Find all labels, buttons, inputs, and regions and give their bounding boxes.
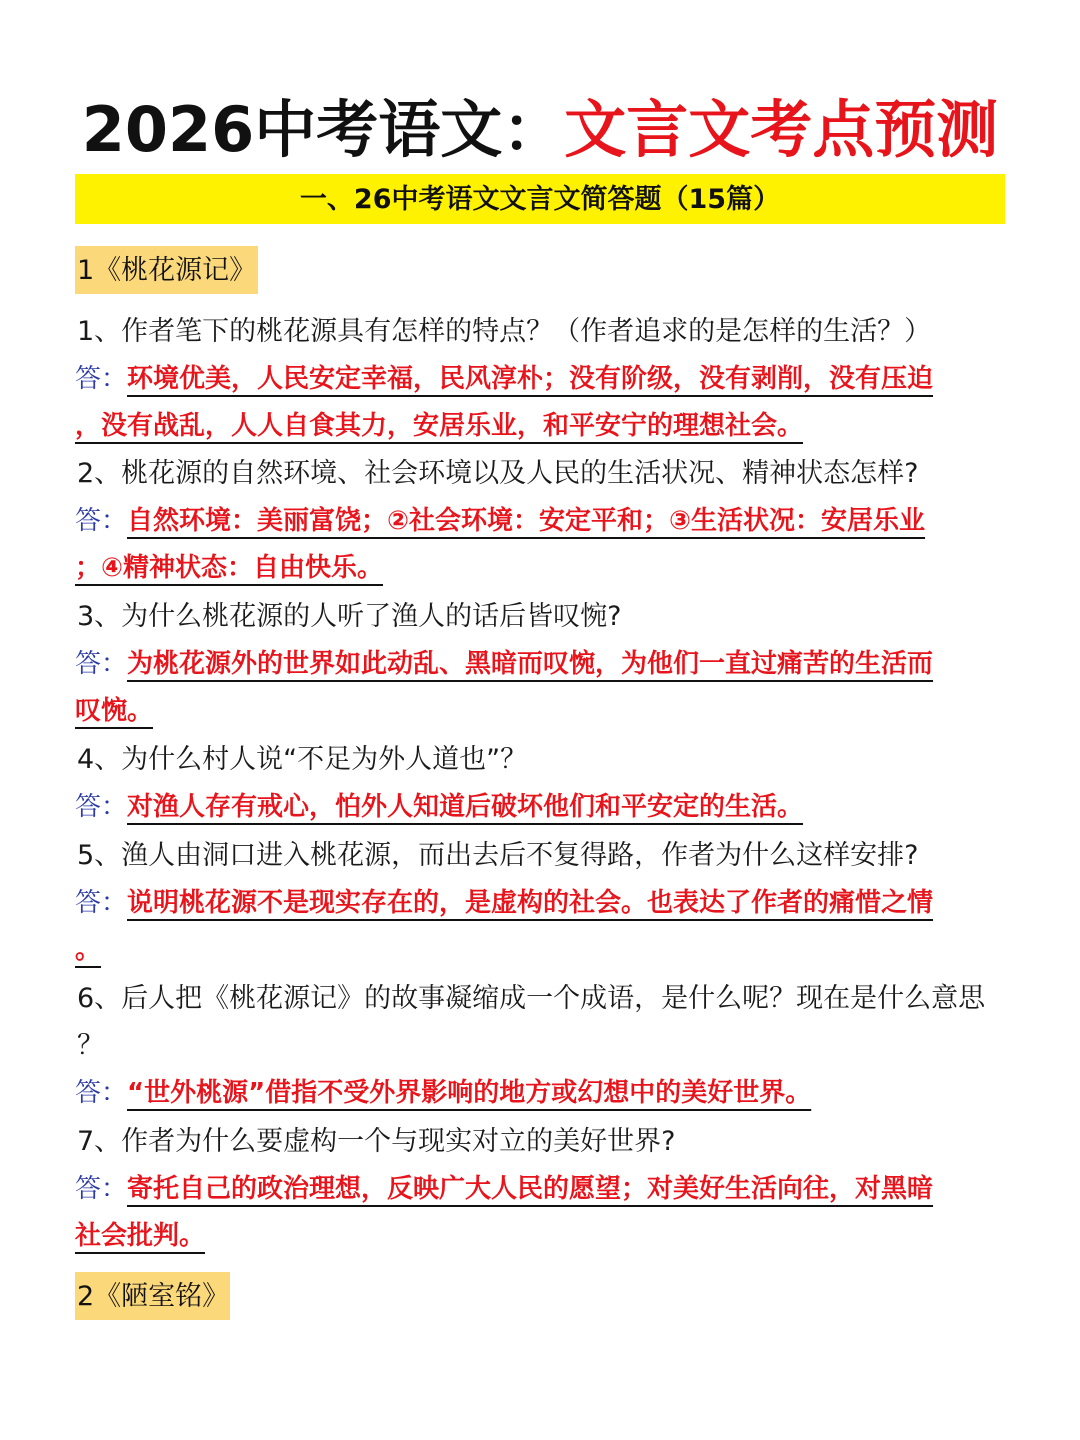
answer-3-line-2	[75, 688, 1005, 734]
answer-1-line-1	[75, 356, 1005, 402]
answer-text: 环境优美，人民安定幸福，民风淳朴；没有阶级，没有剥削，没有压迫	[127, 364, 934, 394]
answer-label: 答：	[75, 888, 128, 918]
question-2: 2、桃花源的自然环境、社会环境以及人民的生活状况、精神状态怎样?	[77, 458, 919, 489]
answer-text: 自然环境：美丽富饶；②社会环境：安定平和；③生活状况：安居乐业	[127, 506, 926, 536]
title-highlight: 文言文考点预测	[564, 93, 999, 166]
section-label-taohuayuanji: 1《桃花源记》	[75, 246, 258, 294]
section-label-loushiming: 2《陋室铭》	[75, 1272, 230, 1320]
answer-label: 答：	[75, 506, 128, 536]
answer-text: “世外桃源”借指不受外界影响的地方或幻想中的美好世界。	[127, 1078, 812, 1108]
answer-2-line-2	[75, 545, 1005, 591]
answer-text: ；④精神状态：自由快乐。	[75, 553, 384, 583]
question-6: 6、后人把《桃花源记》的故事凝缩成一个成语，是什么呢？现在是什么意思	[77, 983, 986, 1014]
question-7: 7、作者为什么要虚构一个与现实对立的美好世界?	[77, 1126, 676, 1157]
answer-label: 答：	[75, 792, 128, 822]
answer-label: 答：	[75, 1078, 128, 1108]
answer-text: ，没有战乱，人人自食其力，安居乐业，和平安宁的理想社会。	[75, 411, 804, 441]
question-4: 4、为什么村人说“不足为外人道也”？	[77, 744, 528, 775]
answer-4-line-1	[75, 784, 1005, 830]
answer-2-line-1	[75, 498, 1005, 544]
answer-label: 答：	[75, 649, 128, 679]
question-5: 5、渔人由洞口进入桃花源，而出去后不复得路，作者为什么这样安排?	[77, 840, 919, 871]
answer-6-line-1	[75, 1070, 1005, 1116]
answer-text: 寄托自己的政治理想，反映广大人民的愿望；对美好生活向往，对黑暗	[127, 1174, 934, 1204]
answer-7-line-1	[75, 1166, 1005, 1212]
answer-7-line-2	[75, 1213, 1005, 1259]
answer-1-line-2	[75, 403, 1005, 449]
answer-text: 为桃花源外的世界如此动乱、黑暗而叹惋，为他们一直过痛苦的生活而	[127, 649, 934, 679]
page-title	[0, 88, 1080, 172]
answer-5-line-2	[75, 927, 1005, 973]
answer-label: 答：	[75, 1174, 128, 1204]
question-1: 1、作者笔下的桃花源具有怎样的特点？（作者追求的是怎样的生活？）	[77, 316, 932, 347]
answer-text: 叹惋。	[75, 696, 154, 726]
answer-3-line-1	[75, 641, 1005, 687]
question-6-continued: ？	[77, 1030, 104, 1061]
title-prefix: 2026中考语文：	[81, 93, 565, 166]
question-3: 3、为什么桃花源的人听了渔人的话后皆叹惋?	[77, 601, 622, 632]
answer-5-line-1	[75, 880, 1005, 926]
answer-text: 。	[75, 935, 102, 965]
section-banner: 一、26中考语文文言文简答题（15篇）	[75, 174, 1005, 224]
answer-text: 社会批判。	[75, 1221, 206, 1251]
answer-label: 答：	[75, 364, 128, 394]
answer-text: 说明桃花源不是现实存在的，是虚构的社会。也表达了作者的痛惜之情	[127, 888, 934, 918]
answer-text: 对渔人存有戒心，怕外人知道后破坏他们和平安定的生活。	[127, 792, 804, 822]
